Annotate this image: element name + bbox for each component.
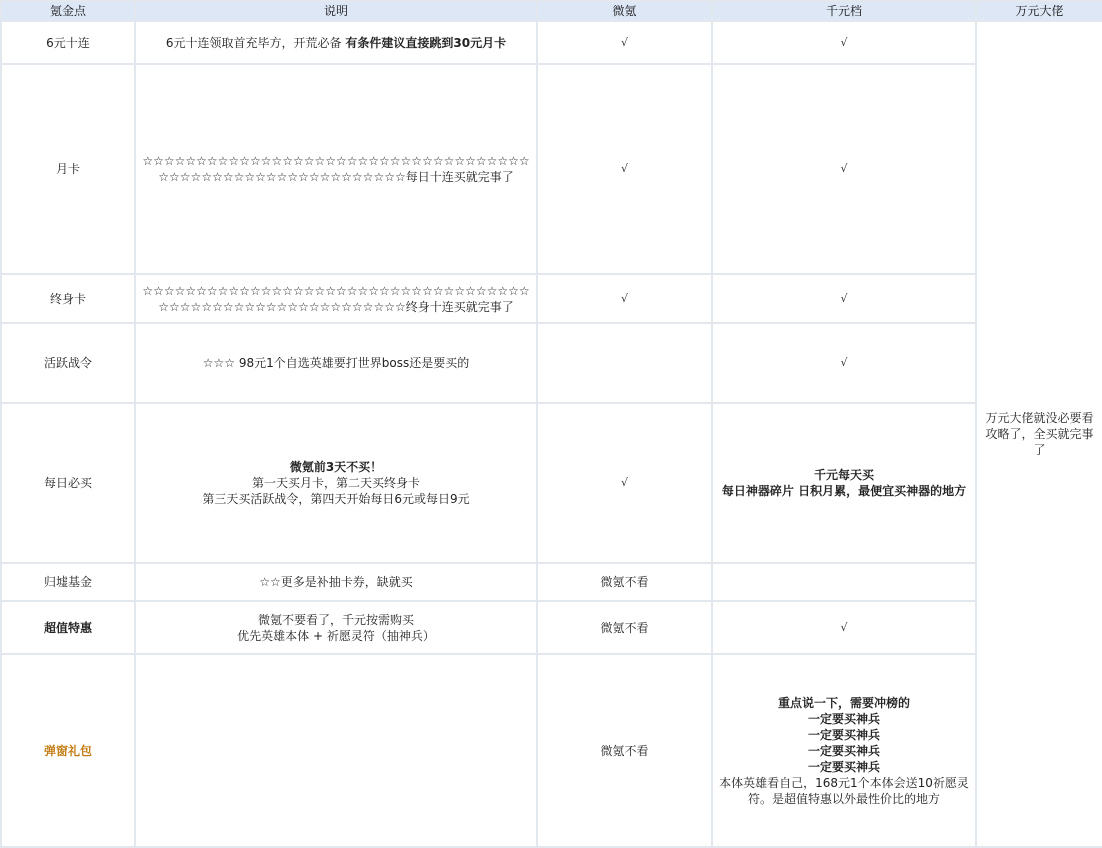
desc-line: 优先英雄本体 + 祈愿灵符（抽神兵） xyxy=(237,628,435,643)
row-name: 每日必买 xyxy=(1,403,135,563)
row-desc: ☆☆☆☆☆☆☆☆☆☆☆☆☆☆☆☆☆☆☆☆☆☆☆☆☆☆☆☆☆☆☆☆☆☆☆☆☆☆☆☆☆☆☆☆☆☆☆☆☆☆☆☆☆☆☆☆☆☆☆终身十连买就完事了 xyxy=(135,274,537,323)
table-row xyxy=(1,21,1102,64)
wei-check: √ xyxy=(537,274,712,323)
desc-line: 第一天买月卡，第二天买终身卡 xyxy=(251,476,420,490)
qian-note xyxy=(712,654,976,847)
table-row xyxy=(1,654,1102,847)
table-row xyxy=(1,323,1102,403)
qian-note xyxy=(712,563,976,601)
desc-line: 微氪不要看了，千元按需购买 xyxy=(257,612,414,627)
wei-note: 微氪不看 xyxy=(537,563,712,601)
qian-line: 一定要买神兵 xyxy=(807,727,880,742)
qian-line: 一定要买神兵 xyxy=(807,759,880,774)
row-desc: ☆☆更多是补抽卡券，缺就买 xyxy=(135,563,537,601)
wei-check xyxy=(537,323,712,403)
table-row xyxy=(1,274,1102,323)
row-desc xyxy=(135,654,537,847)
wan-note: 万元大佬就没必要看攻略了，全买就完事了 xyxy=(976,21,1102,847)
row-desc: ☆☆☆☆☆☆☆☆☆☆☆☆☆☆☆☆☆☆☆☆☆☆☆☆☆☆☆☆☆☆☆☆☆☆☆☆☆☆☆☆☆☆☆☆☆☆☆☆☆☆☆☆☆☆☆☆☆☆☆每日十连买就完事了 xyxy=(135,64,537,274)
qian-check: √ xyxy=(712,21,976,64)
desc-line: 微氪前3天不买！ xyxy=(289,460,383,474)
table-row xyxy=(1,403,1102,563)
table-row xyxy=(1,601,1102,654)
desc-emphasis: 有条件建议直接跳到30元月卡 xyxy=(345,35,507,50)
row-name: 超值特惠 xyxy=(1,601,135,654)
row-desc xyxy=(135,21,537,64)
row-desc: ☆☆☆ 98元1个自选英雄要打世界boss还是要买的 xyxy=(135,323,537,403)
qian-line: 一定要买神兵 xyxy=(807,711,880,726)
qian-check: √ xyxy=(712,64,976,274)
table-row xyxy=(1,563,1102,601)
row-desc xyxy=(135,601,537,654)
row-name: 6元十连 xyxy=(1,21,135,64)
row-name: 月卡 xyxy=(1,64,135,274)
header-desc: 说明 xyxy=(135,1,537,21)
wei-note: 微氪不看 xyxy=(537,601,712,654)
wei-check: √ xyxy=(537,403,712,563)
qian-check: √ xyxy=(712,274,976,323)
desc-text: 6元十连领取首充毕方，开荒必备 xyxy=(165,35,346,50)
qian-line: 一定要买神兵 xyxy=(807,743,880,758)
header-wan: 万元大佬 xyxy=(976,1,1102,21)
row-name: 归墟基金 xyxy=(1,563,135,601)
row-name: 活跃战令 xyxy=(1,323,135,403)
qian-check: √ xyxy=(712,323,976,403)
header-wei: 微氪 xyxy=(537,1,712,21)
table-row xyxy=(1,64,1102,274)
wei-check: √ xyxy=(537,64,712,274)
desc-line: 第三天买活跃战令，第四天开始每日6元或每日9元 xyxy=(202,492,470,506)
qian-line: 本体英雄看自己，168元1个本体会送10祈愿灵符。是超值特惠以外最性价比的地方 xyxy=(719,775,969,806)
qian-check: √ xyxy=(712,601,976,654)
header-qian: 千元档 xyxy=(712,1,976,21)
header-item: 氪金点 xyxy=(1,1,135,21)
qian-line: 每日神器碎片 日积月累，最便宜买神器的地方 xyxy=(721,484,967,498)
row-name: 弹窗礼包 xyxy=(1,654,135,847)
wei-note: 微氪不看 xyxy=(537,654,712,847)
qian-note xyxy=(712,403,976,563)
wei-check: √ xyxy=(537,21,712,64)
row-name: 终身卡 xyxy=(1,274,135,323)
header-row xyxy=(1,1,1102,21)
qian-line: 重点说一下，需要冲榜的 xyxy=(777,695,910,710)
row-desc xyxy=(135,403,537,563)
qian-line: 千元每天买 xyxy=(813,468,874,482)
